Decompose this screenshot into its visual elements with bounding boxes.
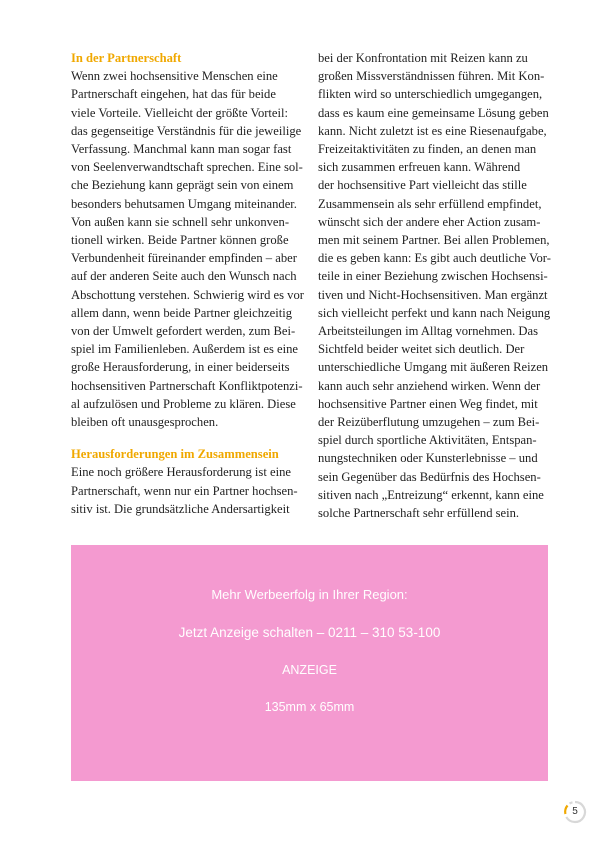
text-line: flikten wird so unterschiedlich umgegangen, — [318, 87, 543, 102]
text-line: che Beziehung kann geprägt sein von einem — [71, 178, 294, 193]
text-line: hochsensitive Partner einen Weg findet, mit — [318, 396, 538, 411]
text-line: teile in einer Beziehung zwischen Hochsensi- — [318, 269, 548, 284]
text-line: dass es kaum eine gemeinsame Lösung geben — [318, 105, 549, 120]
right-column-body — [318, 49, 550, 522]
text-line: sich zusammen erfreuen kann. Während — [318, 160, 521, 175]
section-heading-partnerschaft: In der Partnerschaft — [71, 51, 182, 65]
ad-phone-line: Jetzt Anzeige schalten – 0211 – 310 53-100 — [178, 625, 441, 640]
right-column — [318, 49, 550, 522]
text-line: spiel durch sportliche Aktivitäten, Entspan- — [318, 433, 537, 448]
section-body-partnerschaft — [71, 67, 309, 431]
text-line: Verbundenheit füreinander empfinden – aber — [71, 251, 297, 266]
text-line: allem dann, wenn beide Partner gleichzeitig — [71, 305, 293, 320]
text-line: men mit seinem Partner. Bei allen Problemen, — [318, 233, 550, 248]
text-line: Partnerschaft, wenn nur ein Partner hochsen- — [71, 483, 298, 498]
text-line: spiel im Familienleben. Außerdem ist es eine — [71, 342, 298, 357]
text-line: Partnerschaft eingehen, hat das für beide — [71, 87, 276, 102]
text-line: tionell wirken. Beide Partner können große — [71, 233, 289, 248]
ad-label: ANZEIGE — [282, 663, 337, 677]
text-line: viele Vorteile. Vielleicht der größte Vorteil: — [71, 105, 289, 120]
section-heading-herausforderungen: Herausforderungen im Zusammensein — [71, 447, 279, 462]
text-line: von der Umwelt gefordert werden, zum Bei- — [71, 324, 296, 339]
text-line: kann. Nicht zuletzt ist es eine Riesenaufgabe, — [318, 123, 547, 138]
text-line: großen Missverständnissen führen. Mit Kon- — [318, 69, 545, 84]
text-line: al aufzulösen und Probleme zu klären. Diese — [71, 396, 296, 411]
text-line: wünscht sich der andere eher Action zusam- — [318, 214, 541, 229]
left-column — [71, 49, 309, 518]
text-line: Freizeitaktivitäten zu finden, an denen man — [318, 142, 537, 157]
text-line: sein Gegenüber das Bedürfnis des Hochsen- — [318, 469, 541, 484]
advertisement-box[interactable] — [71, 545, 548, 781]
text-line: nungstechniken oder Kunsterlebnisse – und — [318, 451, 538, 466]
text-line: besonders behutsamen Umgang miteinander. — [71, 196, 297, 211]
text-line: Verfassung. Manchmal kann man sogar fast — [71, 142, 292, 157]
text-line: sich vielleicht perfekt und kann nach Neigung — [318, 305, 551, 320]
text-line: der hochsensitive Part vielleicht das stille — [318, 178, 527, 193]
text-line: auf der anderen Seite auch den Wunsch nach — [71, 269, 297, 284]
ad-headline: Mehr Werbeerfolg in Ihrer Region: — [211, 587, 408, 602]
text-line: kann auch sehr anziehend wirken. Wenn der — [318, 378, 541, 393]
text-line: unterschiedliche Umgang mit äußeren Reizen — [318, 360, 549, 375]
text-line: Eine noch größere Herausforderung ist eine — [71, 465, 291, 480]
text-line: Abschottung verstehen. Schwierig wird es vor — [71, 287, 304, 302]
text-line: der Reizüberflutung umzugehen – zum Bei- — [318, 415, 540, 430]
page-number: 5 — [572, 806, 578, 817]
text-line: Zusammensein als sehr erfüllend empfindet, — [318, 196, 542, 211]
text-line: von Seelenverwandtschaft sprechen. Eine sol- — [71, 160, 303, 175]
text-line: bei der Konfrontation mit Reizen kann zu — [318, 51, 528, 65]
text-line: solche Partnerschaft sehr erfüllend sein. — [318, 506, 520, 521]
text-line: sitiv ist. Die grundsätzliche Andersartigkeit — [71, 501, 290, 516]
text-line: Arbeitsteilungen im Alltag vornehmen. Das — [318, 324, 538, 339]
text-line: hochsensitiven Partnerschaft Konfliktpotenzi- — [71, 378, 303, 393]
text-line: die es geben kann: Es gibt auch deutliche Vor- — [318, 251, 551, 266]
text-line: tiven und Nicht-Hochsensitiven. Man ergänzt — [318, 287, 548, 302]
text-line: Sichtfeld beider weitet sich deutlich. Der — [318, 342, 525, 357]
text-line: sitiven nach „Entreizung“ erkennt, kann eine — [318, 487, 544, 502]
text-line: bleiben oft unausgesprochen. — [71, 415, 219, 430]
ad-size: 135mm x 65mm — [264, 700, 355, 714]
text-line: Wenn zwei hochsensitive Menschen eine — [71, 69, 278, 84]
text-line: Von außen kann sie schnell sehr unkonven- — [71, 214, 290, 229]
section-body-herausforderungen — [71, 463, 309, 518]
text-line: das gegenseitige Verständnis für die jeweilige — [71, 123, 302, 138]
text-line: große Herausforderung, in einer beiderseits — [71, 360, 290, 375]
